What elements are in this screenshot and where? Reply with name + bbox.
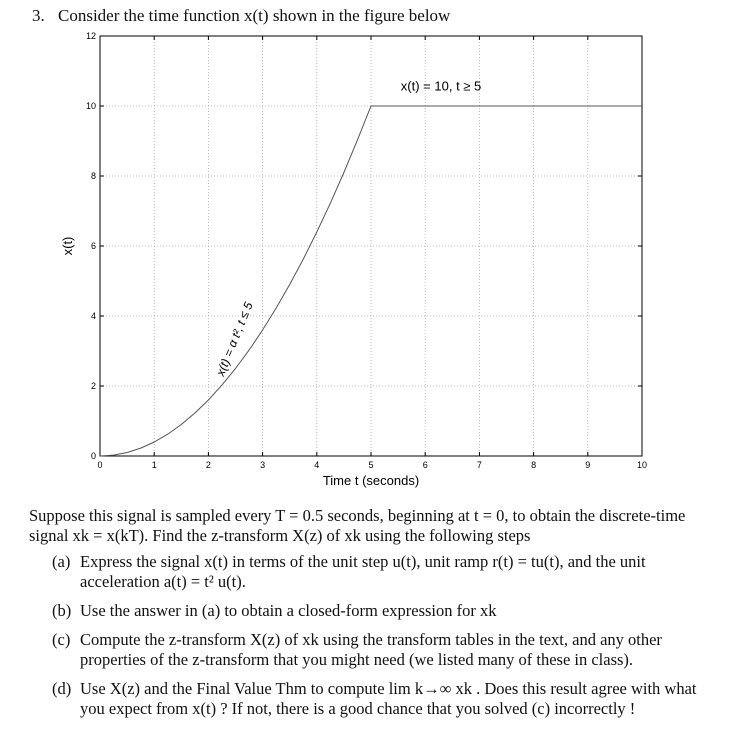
steps-list [52,552,702,728]
problem-paragraph: Suppose this signal is sampled every T = 0.5 seconds, beginning at t = 0, to obtain the discrete-time signal xk = x(kT). Find the z-transform X(z) of xk using the following steps [29,506,686,545]
x-tick-label: 8 [531,460,537,470]
x-tick-label: 5 [368,460,374,470]
x-tick-label: 4 [314,460,320,470]
x-tick-label: 0 [97,460,103,470]
chart-grid [100,36,642,456]
y-tick-label: 12 [85,31,96,41]
y-tick-label: 2 [90,381,96,391]
question-number: 3. [32,6,45,25]
y-tick-label: 0 [90,451,96,461]
x-tick-label: 10 [636,460,648,470]
step-item-c [52,630,702,670]
y-axis-label: x(t) [60,236,75,256]
step-item-a [52,552,702,592]
step-label: (d) [52,679,72,698]
series-line-x-of-t [100,106,642,456]
step-text: Use X(z) and the Final Value Thm to compute lim k→∞ xk . Does this result agree with what you expect from x(t) ? If not, there is a good chance that you solved (c) incorrectly ! [80,679,697,718]
x-tick-label: 9 [585,460,591,470]
x-tick-label: 3 [260,460,266,470]
x-tick-label: 7 [476,460,482,470]
step-item-b [52,601,702,621]
x-tick-label: 2 [205,460,211,470]
x-tick-label: 1 [151,460,157,470]
y-tick-label: 8 [90,171,96,181]
step-text: Use the answer in (a) to obtain a closed-form expression for xk [80,601,497,620]
chart-ticks [86,31,647,470]
annotation-quadratic-region: x(t) = α t², t ≤ 5 [213,300,256,378]
step-label: (b) [52,601,72,620]
step-label: (a) [52,552,71,571]
y-tick-label: 4 [90,311,96,321]
x-tick-label: 6 [422,460,428,470]
step-label: (c) [52,630,71,649]
annotation-constant-region: x(t) = 10, t ≥ 5 [400,78,482,94]
x-axis-label: Time t (seconds) [322,473,420,488]
step-text: Compute the z-transform X(z) of xk using the transform tables in the text, and any other properties of the z-transform that you might need (we listed many of these in class). [80,630,662,669]
step-item-d [52,679,702,719]
question-text: Consider the time function x(t) shown in the figure below [58,6,451,25]
y-tick-label: 10 [85,101,96,111]
step-text: Express the signal x(t) in terms of the unit step u(t), unit ramp r(t) = tu(t), and the unit acceleration a(t) = t² u(t). [80,552,646,591]
y-tick-label: 6 [90,241,96,251]
